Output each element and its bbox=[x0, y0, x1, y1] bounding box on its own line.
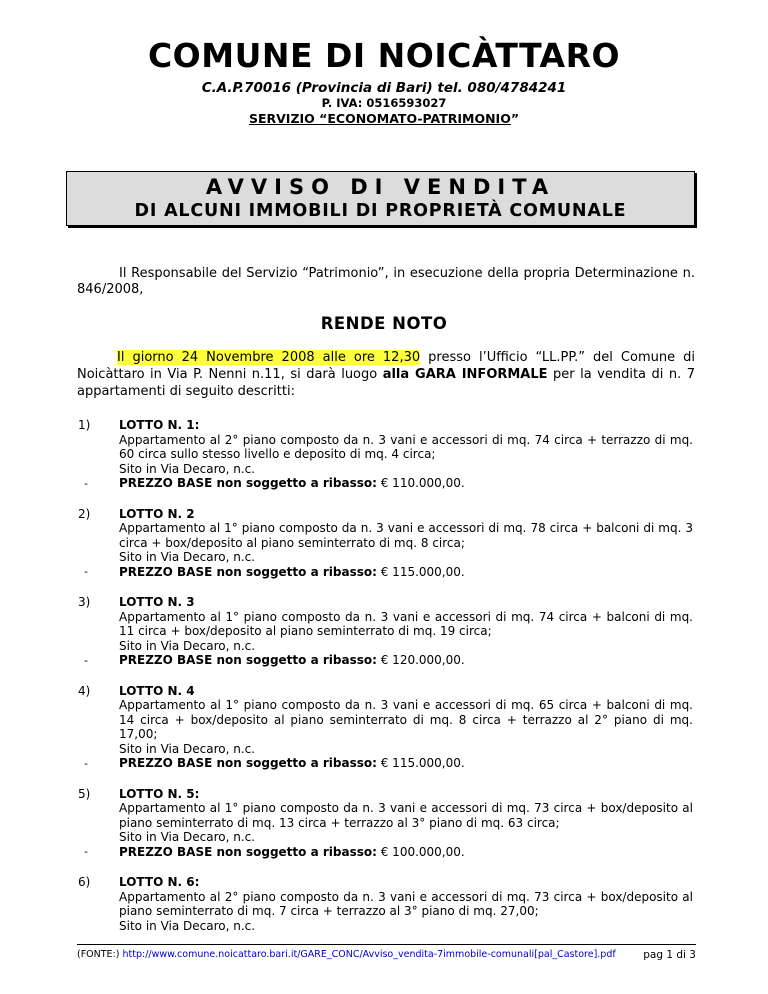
list-item bbox=[0, 418, 768, 491]
price-label: PREZZO BASE non soggetto a ribasso: bbox=[119, 653, 377, 667]
bullet-dash: - bbox=[84, 476, 88, 490]
page-footer bbox=[77, 944, 696, 961]
intro-paragraph bbox=[77, 266, 695, 297]
list-item bbox=[0, 875, 768, 933]
lot-description: Appartamento al 1° piano composto da n. 3 vani e accessori di mq. 78 circa + balconi di mq. 3 circa + box/deposito al piano seminterrato di mq. 8 circa; bbox=[119, 521, 693, 550]
page-number: pag 1 di 3 bbox=[643, 949, 696, 961]
lot-location: Sito in Via Decaro, n.c. bbox=[119, 741, 256, 756]
announcement-bold: alla GARA INFORMALE bbox=[382, 367, 548, 382]
lot-title: LOTTO N. 1: bbox=[119, 418, 200, 432]
address-line: C.A.P.70016 (Provincia di Bari) tel. 080/4784241 bbox=[201, 80, 567, 96]
service-line bbox=[0, 111, 768, 127]
lot-title: LOTTO N. 2 bbox=[119, 506, 195, 521]
source-link[interactable]: http://www.comune.noicattaro.bari.it/GARE_CONC/Avviso_vendita-7immobile-comunali[pal_Castore].pdf bbox=[122, 949, 616, 960]
bullet-dash: - bbox=[84, 653, 88, 667]
highlighted-date: Il giorno 24 Novembre 2008 alle ore 12,30 bbox=[117, 350, 421, 365]
lot-title: LOTTO N. 5: bbox=[119, 786, 200, 801]
lot-price: € 120.000,00. bbox=[380, 653, 465, 667]
list-item bbox=[0, 787, 768, 860]
lot-description: Appartamento al 1° piano composto da n. 3 vani e accessori di mq. 74 circa + balconi di mq. 11 circa + box/deposito al piano seminterrato di mq. 19 circa; bbox=[119, 609, 693, 638]
source-label: (FONTE:) bbox=[77, 949, 120, 960]
intro-text: Il Responsabile del Servizio “Patrimonio”, in esecuzione della propria Determinazione n. 846/2008, bbox=[77, 266, 695, 297]
lot-price-line bbox=[119, 476, 693, 491]
bullet-dash: - bbox=[84, 756, 88, 770]
lot-price-line bbox=[119, 653, 693, 668]
service-suffix: ” bbox=[510, 111, 520, 126]
lot-number: 5) bbox=[78, 786, 91, 801]
bullet-dash: - bbox=[84, 565, 88, 578]
lot-title: LOTTO N. 6: bbox=[119, 875, 200, 889]
lot-title: LOTTO N. 4 bbox=[119, 683, 195, 698]
lot-number: 4) bbox=[78, 683, 91, 698]
lot-number: 2) bbox=[78, 506, 91, 521]
price-label: PREZZO BASE non soggetto a ribasso: bbox=[119, 564, 377, 579]
price-label: PREZZO BASE non soggetto a ribasso: bbox=[119, 756, 377, 770]
vat-number: P. IVA: 0516593027 bbox=[321, 96, 447, 110]
lot-number: 6) bbox=[78, 875, 91, 889]
lot-price-line bbox=[119, 845, 693, 860]
announcement-text-1: presso l’Ufficio “LL.PP.” del Comune di Noicàttaro in Via P. Nenni n.11, si darà luogo bbox=[77, 350, 695, 382]
lot-description: Appartamento al 1° piano composto da n. 3 vani e accessori di mq. 65 circa + balconi di mq. 14 circa + box/deposito al piano seminterrato di mq. 8 circa + terrazzo al 2° piano di mq. 17,00; bbox=[119, 698, 693, 741]
lot-location: Sito in Via Decaro, n.c. bbox=[119, 830, 256, 844]
lot-price: € 115.000,00. bbox=[380, 756, 465, 770]
list-item bbox=[0, 507, 768, 580]
lot-number: 1) bbox=[78, 418, 91, 432]
lot-description: Appartamento al 2° piano composto da n. 3 vani e accessori di mq. 74 circa + terrazzo di mq. 60 circa sullo stesso livello e deposito di mq. 4 circa; bbox=[119, 432, 693, 461]
notice-title-box bbox=[66, 171, 695, 226]
lot-description: Appartamento al 1° piano composto da n. 3 vani e accessori di mq. 73 circa + box/deposito al piano seminterrato di mq. 13 circa + terrazzo al 3° piano di mq. 63 circa; bbox=[119, 801, 693, 830]
lot-location: Sito in Via Decaro, n.c. bbox=[119, 638, 256, 653]
announcement-paragraph bbox=[77, 349, 695, 400]
letterhead bbox=[0, 36, 768, 127]
price-label: PREZZO BASE non soggetto a ribasso: bbox=[119, 844, 377, 859]
lot-price: € 100.000,00. bbox=[380, 844, 465, 859]
announcement-text-2: per la vendita di n. 7 appartamenti di seguito descritti: bbox=[77, 367, 695, 399]
lot-location: Sito in Via Decaro, n.c. bbox=[119, 461, 256, 476]
lot-location: Sito in Via Decaro, n.c. bbox=[119, 918, 256, 933]
lot-description: Appartamento al 2° piano composto da n. 3 vani e accessori di mq. 73 circa + box/deposito al piano seminterrato di mq. 7 circa + terrazzo al 3° piano di mq. 27,00; bbox=[119, 889, 693, 918]
lot-location: Sito in Via Decaro, n.c. bbox=[119, 550, 256, 564]
lot-title: LOTTO N. 3 bbox=[119, 595, 195, 609]
lot-price: € 115.000,00. bbox=[380, 564, 465, 579]
service-name: ECONOMATO-PATRIMONIO bbox=[327, 111, 511, 126]
lot-price-line bbox=[119, 565, 693, 580]
lot-price-line bbox=[119, 756, 693, 771]
bullet-dash: - bbox=[84, 845, 88, 858]
notice-title-line2: DI ALCUNI IMMOBILI DI PROPRIETÀ COMUNALE bbox=[134, 201, 627, 221]
lots-list bbox=[0, 418, 768, 949]
service-prefix: SERVIZIO “ bbox=[248, 111, 328, 126]
list-item bbox=[0, 595, 768, 668]
lot-number: 3) bbox=[78, 595, 91, 609]
lot-price: € 110.000,00. bbox=[380, 476, 465, 490]
list-item bbox=[0, 684, 768, 771]
rende-noto-heading: RENDE NOTO bbox=[320, 314, 448, 333]
price-label: PREZZO BASE non soggetto a ribasso: bbox=[119, 476, 377, 490]
notice-title-line1: AVVISO DI VENDITA bbox=[205, 175, 556, 199]
municipality-title: COMUNE DI NOICÀTTARO bbox=[147, 36, 621, 75]
